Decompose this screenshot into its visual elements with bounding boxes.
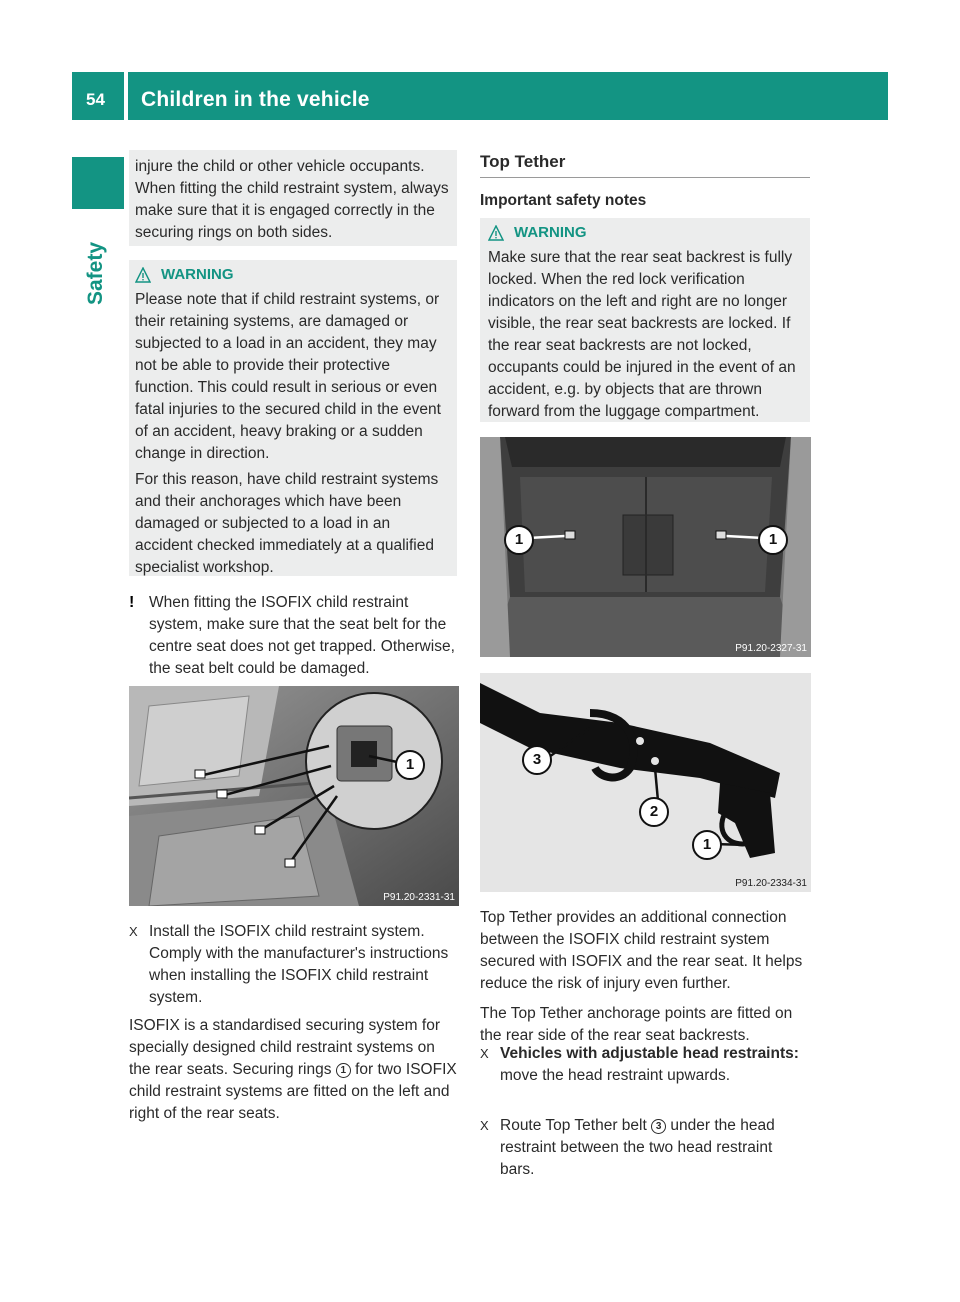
figure-caption: P91.20-2334-31 (735, 878, 807, 889)
step-text (500, 1115, 810, 1181)
subsection-title: Important safety notes (480, 192, 647, 209)
figure-caption: P91.20-2331-31 (383, 892, 455, 903)
chapter-title: Children in the vehicle (141, 88, 370, 111)
warning-title: WARNING (161, 266, 234, 283)
luggage-compartment-figure (480, 437, 811, 657)
figure-caption: P91.20-2327-31 (735, 643, 807, 654)
isofix-seat-illustration (129, 686, 459, 906)
isofix-description (129, 1015, 459, 1125)
step-instruction-start: Route Top Tether belt (500, 1117, 647, 1134)
ref-callout-3: 3 (651, 1119, 666, 1134)
warning-paragraph-1: Please note that if child restraint systems, or their retaining systems, are damaged or subjected to a load in an accident, they may not be able to provide their protective function. This could result in serious or even fatal injuries to the secured child in the event of an accident, heavy braking or a sudden change in direction. (135, 291, 441, 462)
step-arrow-icon: X (480, 1118, 489, 1133)
callout-1-right: 1 (758, 525, 788, 555)
step-text (500, 1043, 810, 1087)
callout-1: 1 (395, 750, 425, 780)
warning-text: Make sure that the rear seat backrest is fully locked. When the red lock verification indicators on the left and right are no longer visible, the rear seat backrests are locked. If the rear seat backrests are not locked, occupants could be injured in the event of an accident, e.g. by objects that are thrown forward from the luggage compartment. (488, 249, 796, 420)
top-tether-illustration (480, 673, 811, 892)
step-label: Vehicles with adjustable head restraints: (500, 1045, 799, 1062)
step-instruction-end: under the head restraint between the two head restraint bars. (500, 1117, 775, 1178)
step-arrow-icon: X (480, 1046, 489, 1061)
notice-item (129, 592, 459, 680)
step-item (129, 921, 459, 1009)
step-arrow-icon: X (129, 924, 138, 939)
step-item (480, 1115, 810, 1181)
warning-heading (135, 266, 451, 283)
callout-1-left: 1 (504, 525, 534, 555)
step-text: Install the ISOFIX child restraint system. Comply with the manufacturer's instructions when installing the ISOFIX child restraint system. (149, 923, 449, 1006)
continued-warning-text: injure the child or other vehicle occupants. When fitting the child restraint system, always make sure that it is engaged correctly in the securing rings on both sides. (135, 158, 449, 241)
warning-paragraph-2: For this reason, have child restraint systems and their anchorages which have been damaged or subjected to a load in an accident checked immediately at a qualified specialist workshop. (135, 471, 439, 576)
warning-heading (488, 224, 804, 241)
step-item (480, 1043, 810, 1087)
warning-triangle-icon (135, 267, 151, 283)
section-title: Top Tether (480, 152, 566, 171)
top-tether-paragraph-2: The Top Tether anchorage points are fitted on the rear side of the rear seat backrests. (480, 1005, 793, 1044)
subsection-header (480, 192, 810, 210)
notice-icon: ! (129, 594, 135, 611)
isofix-paragraph-start: ISOFIX is a standardised securing system for specially designed child restraint systems on the rear seats. Securing rings (129, 1017, 440, 1078)
continued-warning-box (129, 150, 457, 246)
section-header (480, 152, 810, 172)
isofix-paragraph (129, 1015, 459, 1125)
step-instruction: move the head restraint upwards. (500, 1067, 731, 1084)
isofix-paragraph-end: for two ISOFIX child restraint systems are fitted on the left and right of the rear seats. (129, 1061, 457, 1122)
section-tab-block (72, 157, 124, 209)
page-number: 54 (86, 90, 105, 109)
section-label: Safety (84, 241, 107, 305)
section-rule (480, 177, 810, 178)
ref-callout-1: 1 (336, 1063, 351, 1078)
callout-2: 2 (639, 797, 669, 827)
top-tether-description (480, 907, 812, 1047)
callout-3: 3 (522, 745, 552, 775)
notice-text: When fitting the ISOFIX child restraint system, make sure that the seat belt for the centre seat does not get trapped. Otherwise, the seat belt could be damaged. (149, 594, 455, 677)
warning-box-right (480, 218, 810, 422)
top-tether-paragraph-1: Top Tether provides an additional connection between the ISOFIX child restraint system secured with ISOFIX and the rear seat. It helps reduce the risk of injury even further. (480, 909, 803, 992)
isofix-seat-figure (129, 686, 459, 906)
callout-1: 1 (692, 830, 722, 860)
top-tether-figure (480, 673, 811, 892)
warning-box-left (129, 260, 457, 576)
warning-title: WARNING (514, 224, 587, 241)
warning-triangle-icon (488, 225, 504, 241)
